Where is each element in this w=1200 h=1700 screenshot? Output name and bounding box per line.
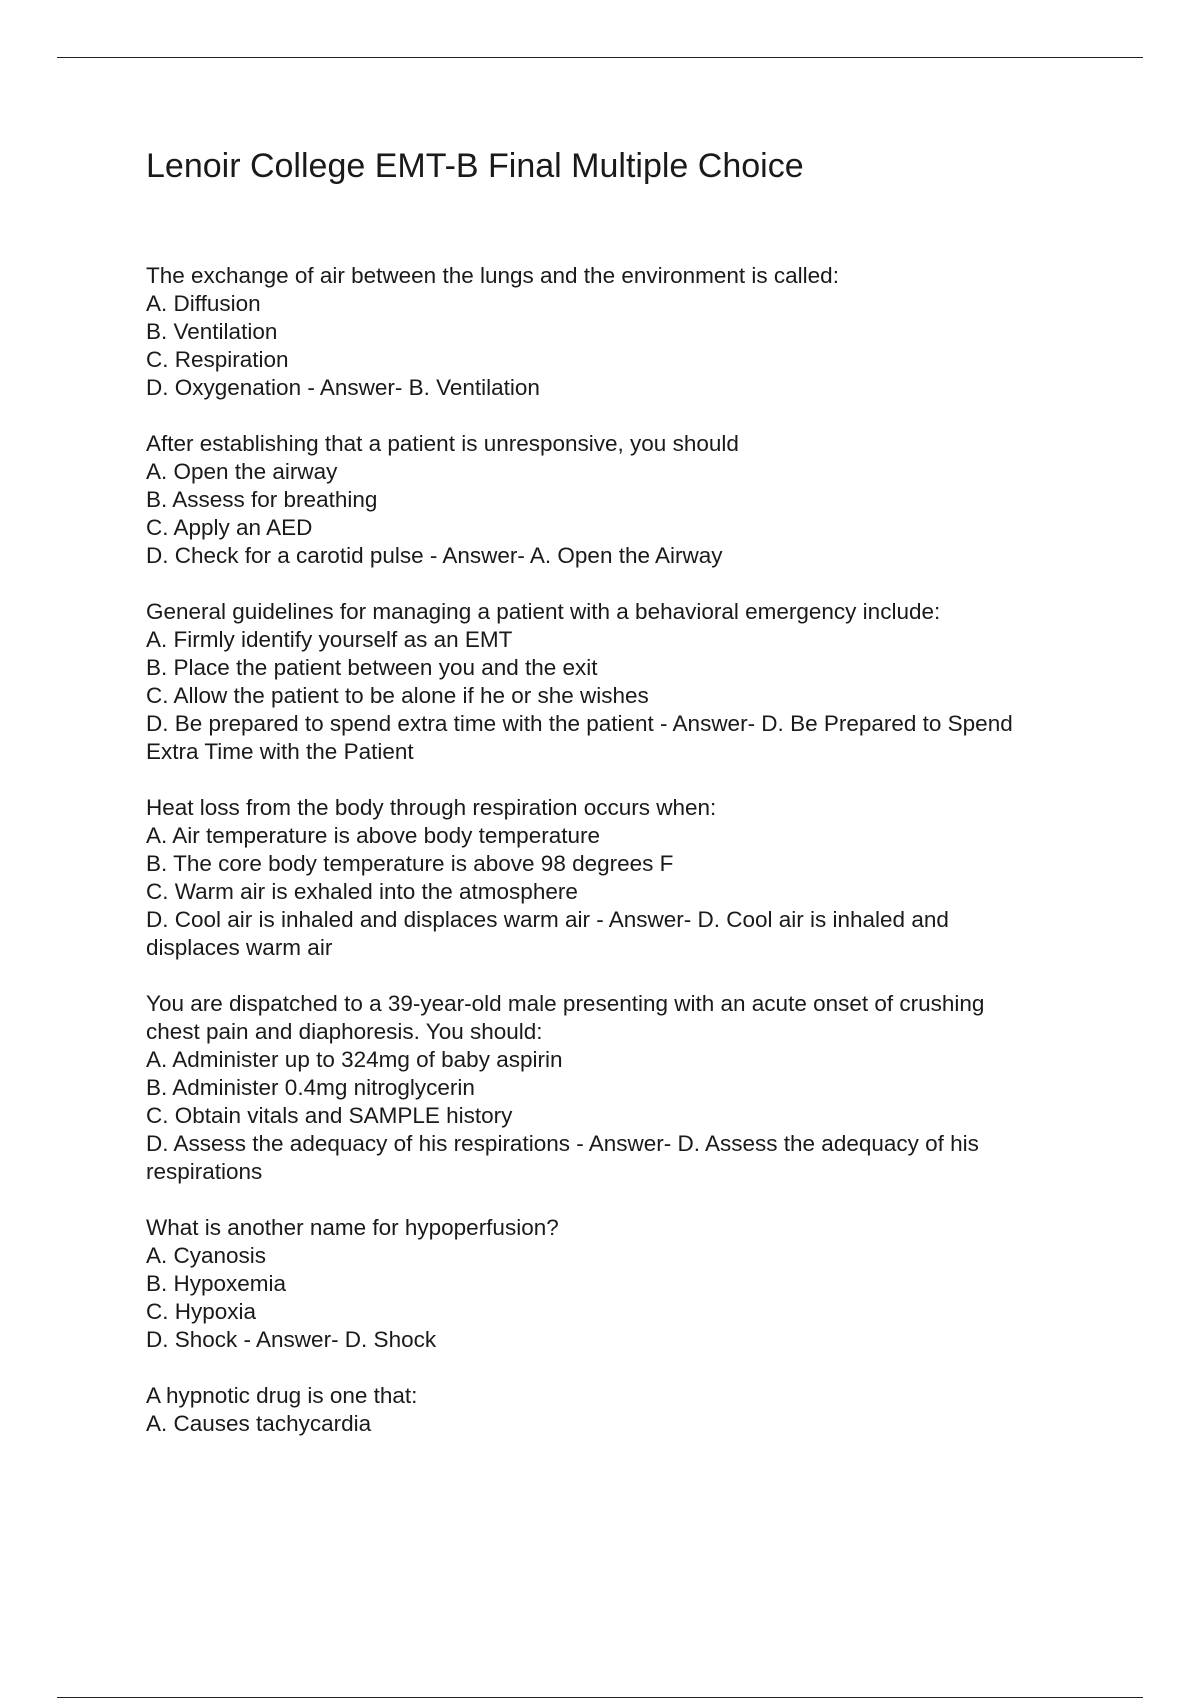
option: A. Causes tachycardia	[146, 1411, 372, 1436]
option: C. Apply an AED	[146, 515, 313, 540]
option: B. Assess for breathing	[146, 487, 378, 512]
option-with-answer-cont: Extra Time with the Patient	[146, 739, 414, 764]
option-with-answer: D. Cool air is inhaled and displaces warm air - Answer- D. Cool air is inhaled and	[146, 907, 949, 932]
option: A. Air temperature is above body temperature	[146, 823, 600, 848]
option: A. Diffusion	[146, 291, 261, 316]
question-4	[146, 794, 1106, 962]
question-2	[146, 430, 1106, 570]
question-prompt: General guidelines for managing a patient with a behavioral emergency include:	[146, 599, 941, 624]
question-prompt: What is another name for hypoperfusion?	[146, 1215, 559, 1240]
question-prompt: A hypnotic drug is one that:	[146, 1383, 418, 1408]
option: C. Respiration	[146, 347, 289, 372]
option: B. Hypoxemia	[146, 1271, 287, 1296]
option: C. Allow the patient to be alone if he or she wishes	[146, 683, 649, 708]
option: B. Administer 0.4mg nitroglycerin	[146, 1075, 475, 1100]
option-with-answer: D. Be prepared to spend extra time with the patient - Answer- D. Be Prepared to Spend	[146, 711, 1013, 736]
option: C. Hypoxia	[146, 1299, 257, 1324]
option-with-answer: D. Shock - Answer- D. Shock	[146, 1327, 437, 1352]
document-body	[146, 140, 1106, 1466]
question-1	[146, 262, 1106, 402]
document-title: Lenoir College EMT-B Final Multiple Choice	[146, 147, 804, 185]
option-with-answer: D. Assess the adequacy of his respirations - Answer- D. Assess the adequacy of his	[146, 1131, 979, 1156]
option-with-answer: D. Oxygenation - Answer- B. Ventilation	[146, 375, 540, 400]
question-prompt-cont: chest pain and diaphoresis. You should:	[146, 1019, 543, 1044]
option: B. Ventilation	[146, 319, 278, 344]
option-with-answer: D. Check for a carotid pulse - Answer- A. Open the Airway	[146, 543, 723, 568]
option-with-answer-cont: respirations	[146, 1159, 263, 1184]
option: C. Warm air is exhaled into the atmosphere	[146, 879, 578, 904]
option: A. Cyanosis	[146, 1243, 267, 1268]
option-with-answer-cont: displaces warm air	[146, 935, 333, 960]
question-list	[146, 262, 1106, 1438]
option: B. Place the patient between you and the exit	[146, 655, 598, 680]
question-prompt: You are dispatched to a 39-year-old male presenting with an acute onset of crushing	[146, 991, 985, 1016]
option: B. The core body temperature is above 98 degrees F	[146, 851, 674, 876]
question-5	[146, 990, 1106, 1186]
question-prompt: Heat loss from the body through respiration occurs when:	[146, 795, 717, 820]
bottom-rule	[57, 1697, 1143, 1698]
option: C. Obtain vitals and SAMPLE history	[146, 1103, 513, 1128]
question-7	[146, 1382, 1106, 1438]
option: A. Administer up to 324mg of baby aspirin	[146, 1047, 563, 1072]
question-prompt: The exchange of air between the lungs and the environment is called:	[146, 263, 839, 288]
question-3	[146, 598, 1106, 766]
top-rule	[57, 57, 1143, 58]
option: A. Open the airway	[146, 459, 338, 484]
question-6	[146, 1214, 1106, 1354]
option: A. Firmly identify yourself as an EMT	[146, 627, 513, 652]
question-prompt: After establishing that a patient is unresponsive, you should	[146, 431, 739, 456]
